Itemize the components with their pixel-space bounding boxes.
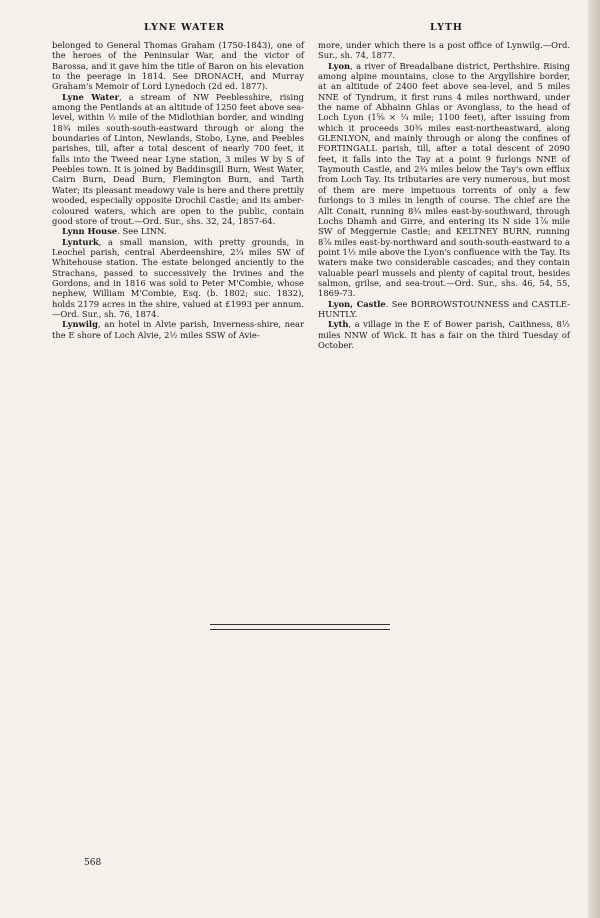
entry-text: , a river of Breadalbane district, Perthshire. Rising among alpine mountains, close to the Argyllshire border, at an altitude of 2400 feet above sea-level, and 5 miles NNE of Tyndrum, it first runs 4 miles northward, under the name of Abhainn Ghlas or Avonglass, to the head of Loch Lyon (1⅝ × ¼ mile; 1100 feet), after issuing from which it proceeds 30¾ miles east-northeastward, along GLENLYON, and mainly through or along the confines of FORTINGALL parish, till, after a total descent of 2090 feet, it falls into the Tay at a point 9 furlongs NNE of Taymouth Castle, and 2¾ miles below the Tay's own efflux from Loch Tay. Its tributaries are very numerous, but most of them are mere impetuous torrents of only a few furlongs to 3 miles in length of course. The chief are the Allt Conait, running 8¾ miles east-by-southward, through Lochs Dhamh and Girre, and entering its N side 1⅞ mile SW of Meggernie Castle; and KELTNEY BURN, running 8⅞ miles east-by-northward and south-south-eastward to a point 1½ mile above the Lyon's confluence with the Tay. Its waters make two considerable cascades; and they contain valuable pearl mussels and plenty of capital trout, besides salmon, grilse, and sea-trout.—Ord. Sur., shs. 46, 54, 55, 1869-73. xyxy=(318,60,570,299)
entry-lyon xyxy=(318,61,570,299)
entry-headword: Lyne Water xyxy=(62,91,119,102)
entry-lynturk xyxy=(52,237,304,320)
entry-headword: Lynturk xyxy=(62,236,99,247)
entry-lyne-water xyxy=(52,92,304,226)
entry-text: , a small mansion, with pretty grounds, in Leochel parish, central Aberdeenshire, 2¼ miles SW of Whitehouse station. The estate belonged anciently to the Strachans, passed to successively the Irvines and the Gordons, and in 1816 was sold to Peter M'Combie, whose nephew, William M'Combie, Esq. (b. 1802; suc. 1832), holds 2179 acres in the shire, valued at £1993 per annum.—Ord. Sur., sh. 76, 1874. xyxy=(52,236,304,319)
right-column xyxy=(318,40,570,350)
entry-headword: Lyon, Castle xyxy=(328,298,386,309)
running-header-right: LYTH xyxy=(430,22,463,33)
entry-text: , an hotel in Alvie parish, Inverness-shire, near the E shore of Loch Alvie, 2½ miles SSW of Avie- xyxy=(52,319,304,340)
entry-lynn-house xyxy=(52,226,304,236)
running-header-left: LYNE WATER xyxy=(144,22,226,33)
entry-text: . See BORROWSTOUNNESS and CASTLE-HUNTLY. xyxy=(318,298,570,319)
entry-lyth xyxy=(318,319,570,350)
entry-text: more, under which there is a post office of Lynwilg.—Ord. Sur., sh. 74, 1877. xyxy=(318,40,570,61)
page-number: 568 xyxy=(84,858,102,868)
end-rule xyxy=(210,624,390,630)
entry-text: . See LINN. xyxy=(117,226,167,237)
entry-headword: Lyon xyxy=(328,60,351,71)
entry-continuation xyxy=(318,40,570,61)
entry-text: , a stream of NW Peeblesshire, rising among the Pentlands at an altitude of 1250 feet above sea-level, within ½ mile of the Midlothian border, and winding 18¾ miles south-south-eastward through or along the boundaries of Linton, Newlands, Stobo, Lyne, and Peebles parishes, till, after a total descent of nearly 700 feet, it falls into the Tweed near Lyne station, 3 miles W by S of Peebles town. It is joined by Baddinsgill Burn, West Water, Cairn Burn, Dead Burn, Flemington Burn, and Tarth Water; its pleasant meadowy vale is here and there prettily wooded, especially opposite Drochil Castle; and its amber-coloured waters, which are open to the public, contain good store of trout.—Ord. Sur., shs. 32, 24, 1857-64. xyxy=(52,91,304,226)
entry-headword: Lynwilg xyxy=(62,319,98,330)
entry-text: , a village in the E of Bower parish, Caithness, 8½ miles NNW of Wick. It has a fair on the third Tuesday of October. xyxy=(318,319,570,350)
entry-headword: Lynn House xyxy=(62,226,118,237)
entry-continuation xyxy=(52,40,304,92)
left-column xyxy=(52,40,304,340)
entry-headword: Lyth xyxy=(328,319,349,330)
entry-lynwilg xyxy=(52,319,304,340)
entry-text: belonged to General Thomas Graham (1750-1843), one of the heroes of the Peninsular War, and the victor of Barossa, and it gave him the title of Baron on his elevation to the peerage in 1814. See DRONACH, and Murray Graham's Memoir of Lord Lynedoch (2d ed. 1877). xyxy=(52,40,304,92)
page-edge xyxy=(588,0,600,918)
entry-lyon-castle xyxy=(318,299,570,320)
